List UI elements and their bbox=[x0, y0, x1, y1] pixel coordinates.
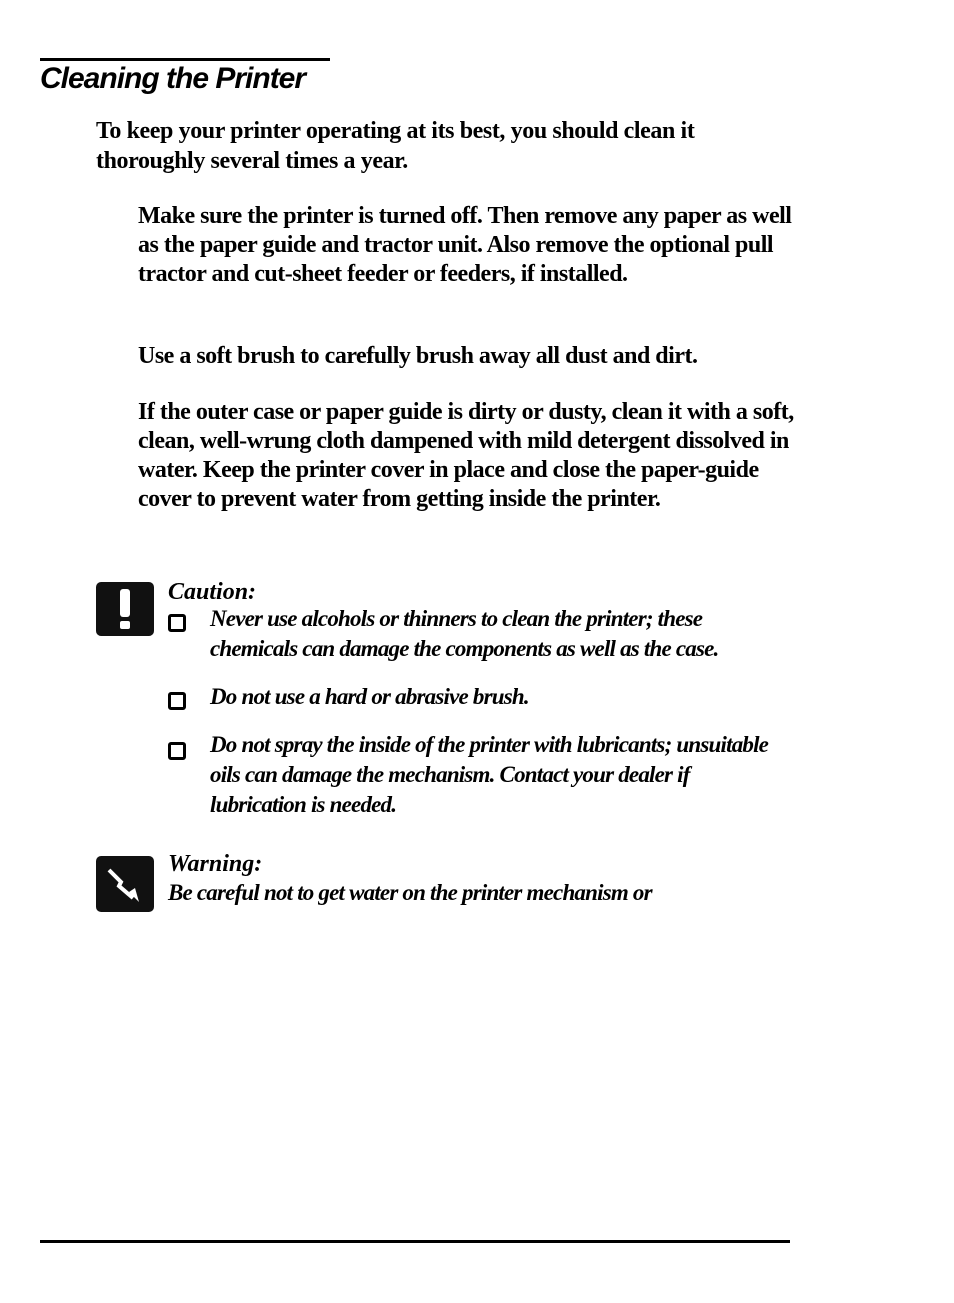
step-paragraph-remove-parts: Make sure the printer is turned off. Then remove any paper as well as the paper guide and tractor unit. Also remove the optional pull tractor and cut-sheet feeder or feeders, if installed. bbox=[138, 203, 792, 287]
exclamation-icon bbox=[96, 582, 154, 636]
checkbox-bullet-icon bbox=[168, 742, 186, 760]
caution-item-lubricants: Do not spray the inside of the printer with lubricants; unsuitable oils can damage the mechanism. Contact your dealer if lubrication is needed. bbox=[210, 732, 769, 817]
step-paragraph-clean-case: If the outer case or paper guide is dirty or dusty, clean it with a soft, clean, well-wrung cloth dampened with mild detergent dissolved in water. Keep the printer cover in place and close the paper-guide cover to prevent water from getting inside the printer. bbox=[138, 399, 794, 512]
checkbox-bullet-icon bbox=[168, 692, 186, 710]
caution-item-solvents: Never use alcohols or thinners to clean the printer; these chemicals can damage the components as well as the case. bbox=[210, 606, 719, 661]
exclamation-glyph bbox=[110, 587, 140, 631]
checkbox-bullet-icon bbox=[168, 614, 186, 632]
lightning-icon bbox=[96, 856, 154, 912]
intro-paragraph: To keep your printer operating at its best, you should clean it thoroughly several times a year. bbox=[96, 118, 695, 174]
section-title: Cleaning the Printer bbox=[40, 62, 306, 95]
bottom-rule bbox=[40, 1240, 790, 1243]
lightning-glyph bbox=[105, 864, 145, 904]
warning-heading: Warning: bbox=[168, 851, 263, 877]
caution-item-brush: Do not use a hard or abrasive brush. bbox=[210, 684, 529, 709]
step-paragraph-brush: Use a soft brush to carefully brush away all dust and dirt. bbox=[138, 343, 698, 369]
warning-text: Be careful not to get water on the printer mechanism or bbox=[168, 880, 652, 905]
caution-heading: Caution: bbox=[168, 579, 257, 605]
